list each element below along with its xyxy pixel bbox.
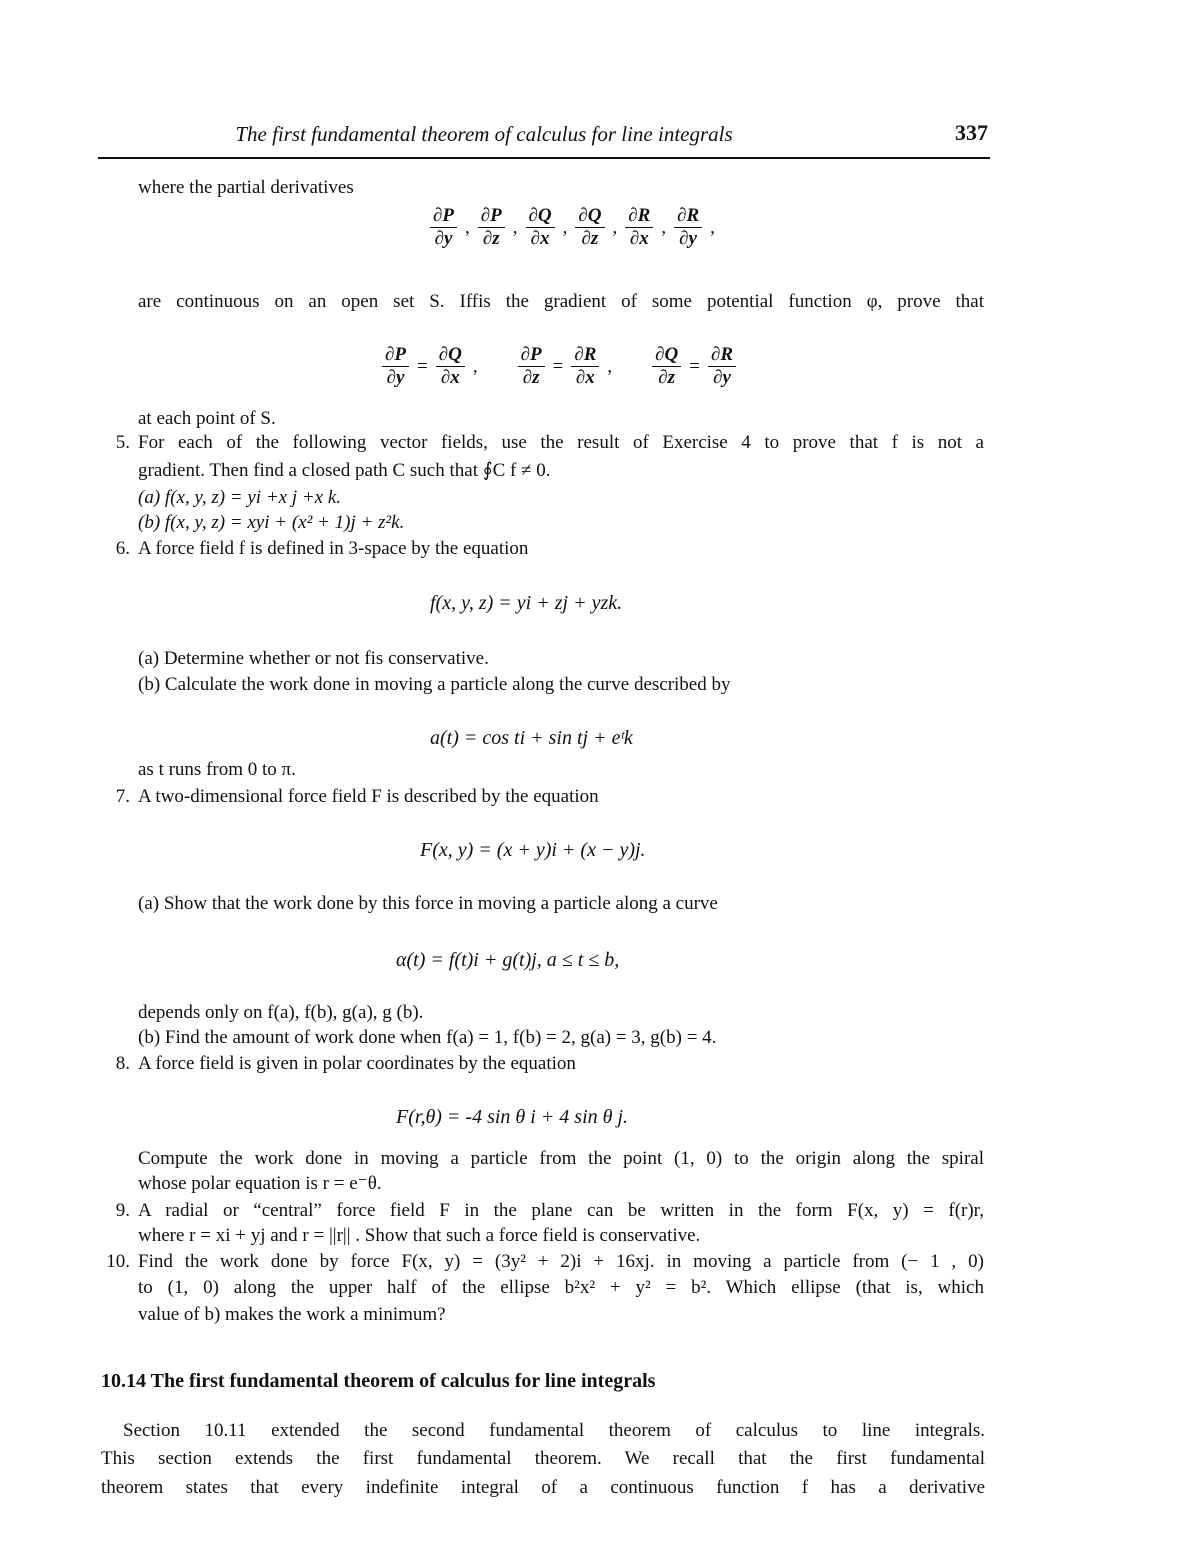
mixed-partial-identities [380,344,738,389]
ex5-line-1: For each of the following vector fields, use the result of Exercise 4 to prove that f is not a [138,432,984,453]
ex6-curve-equation: a(t) = cos ti + sin tj + eᵗk [430,727,633,749]
ex4-tail: at each point of S. [138,408,276,429]
identity-lhs [382,344,409,389]
identity-lhs [518,344,545,389]
comma: , [472,355,478,377]
partial-fraction [526,205,555,250]
ex8-line-3: whose polar equation is r = e⁻θ. [138,1173,382,1194]
ex9-line-1: A radial or “central” force field F in the plane can be written in the form F(x, y) = f(r)r, [138,1200,984,1221]
ex6-tail: as t runs from 0 to π. [138,759,296,780]
fraction-numerator: ∂Q [436,344,465,367]
identity-rhs [571,344,599,389]
ex4-continuity-text: are continuous on an open set S. Iffis the gradient of some potential function φ, prove that [138,291,984,312]
exercise-number: 7. [115,786,130,807]
fraction-numerator: ∂R [708,344,736,367]
header-rule [98,157,990,159]
exercise-number: 8. [115,1053,130,1074]
fraction-denominator: ∂y [386,367,405,388]
exercise-number: 6. [115,538,130,559]
ex7-line-1: A two-dimensional force field F is described by the equation [138,786,599,807]
fraction-denominator: ∂y [434,228,453,249]
ex10-line-1: Find the work done by force F(x, y) = (3y² + 2)i + 16xj. in moving a particle from (− 1 , 0) [138,1251,984,1272]
exercise-number: 10. [106,1251,130,1272]
fraction-numerator: ∂P [478,205,505,228]
partial-fraction [575,205,604,250]
page-number: 337 [955,120,988,145]
fraction-denominator: ∂x [530,228,550,249]
partial-fraction [625,205,653,250]
ex6-part-b: (b) Calculate the work done in moving a particle along the curve described by [138,674,731,695]
fraction-numerator: ∂Q [652,344,681,367]
ex7-part-a: (a) Show that the work done by this force in moving a particle along a curve [138,893,718,914]
section-heading: 10.14 The first fundamental theorem of calculus for line integrals [101,1370,656,1392]
section-paragraph-line-3: theorem states that every indefinite integral of a continuous function f has a derivative [101,1477,985,1498]
fraction-numerator: ∂R [571,344,599,367]
comma: , [562,216,568,238]
ex7-force-equation: F(x, y) = (x + y)i + (x − y)j. [420,839,646,861]
fraction-denominator: ∂x [629,228,649,249]
running-title: The first fundamental theorem of calculus for line integrals [235,122,733,146]
ex9-line-2: where r = xi + yj and r = ||r|| . Show that such a force field is conservative. [138,1225,701,1246]
ex7-curve-equation: α(t) = f(t)i + g(t)j, a ≤ t ≤ b, [396,949,620,971]
fraction-numerator: ∂P [382,344,409,367]
ex8-line-2: Compute the work done in moving a particle from the point (1, 0) to the origin along the spiral [138,1148,984,1169]
fraction-numerator: ∂P [430,205,457,228]
fraction-denominator: ∂z [522,367,540,388]
ex4-intro: where the partial derivatives [138,177,354,198]
ex6-line-1: A force field f is defined in 3-space by the equation [138,538,529,559]
fraction-denominator: ∂x [575,367,595,388]
comma: , [661,216,667,238]
fraction-denominator: ∂x [440,367,460,388]
identity-rhs [436,344,465,389]
ex5-line-2: gradient. Then find a closed path C such that ∮C f ≠ 0. [138,460,551,481]
fraction-numerator: ∂Q [575,205,604,228]
ex5-part-a: (a) f(x, y, z) = yi +x j +x k. [138,487,342,508]
fraction-numerator: ∂Q [526,205,555,228]
equals-sign: = [417,355,428,377]
section-paragraph-line-1: Section 10.11 extended the second fundamental theorem of calculus to line integrals. [123,1420,985,1441]
comma: , [512,216,518,238]
partial-fraction [430,205,457,250]
ex8-line-1: A force field is given in polar coordinates by the equation [138,1053,576,1074]
identity-lhs [652,344,681,389]
ex6-part-a: (a) Determine whether or not fis conservative. [138,648,489,669]
fraction-denominator: ∂z [658,367,676,388]
fraction-denominator: ∂z [482,228,500,249]
partial-derivatives-list [428,205,721,250]
section-paragraph-line-2: This section extends the first fundamental theorem. We recall that the first fundamental [101,1448,985,1469]
exercise-number: 9. [115,1200,130,1221]
ex10-line-3: value of b) makes the work a minimum? [138,1304,446,1325]
fraction-numerator: ∂R [674,205,702,228]
comma: , [607,355,613,377]
comma: , [465,216,470,238]
page-header [98,118,990,154]
fraction-denominator: ∂y [679,228,697,249]
comma: , [612,216,618,238]
ex7-depends: depends only on f(a), f(b), g(a), g (b). [138,1002,424,1023]
ex8-polar-equation: F(r,θ) = -4 sin θ i + 4 sin θ j. [396,1106,629,1128]
exercise-number: 5. [115,432,130,453]
equals-sign: = [552,355,564,377]
partial-fraction [674,205,702,250]
fraction-numerator: ∂R [625,205,653,228]
partial-fraction [478,205,505,250]
ex7-part-b: (b) Find the amount of work done when f(a) = 1, f(b) = 2, g(a) = 3, g(b) = 4. [138,1027,717,1048]
fraction-denominator: ∂z [581,228,599,249]
equals-sign: = [689,355,700,377]
ex5-part-b: (b) f(x, y, z) = xyi + (x² + 1)j + z²k. [138,512,405,533]
identity-rhs [708,344,736,389]
ex6-force-equation: f(x, y, z) = yi + zj + yzk. [430,592,623,614]
comma: , [710,216,715,238]
fraction-numerator: ∂P [518,344,545,367]
ex10-line-2: to (1, 0) along the upper half of the ellipse b²x² + y² = b². Which ellipse (that is, which [138,1277,984,1298]
fraction-denominator: ∂y [713,367,731,388]
